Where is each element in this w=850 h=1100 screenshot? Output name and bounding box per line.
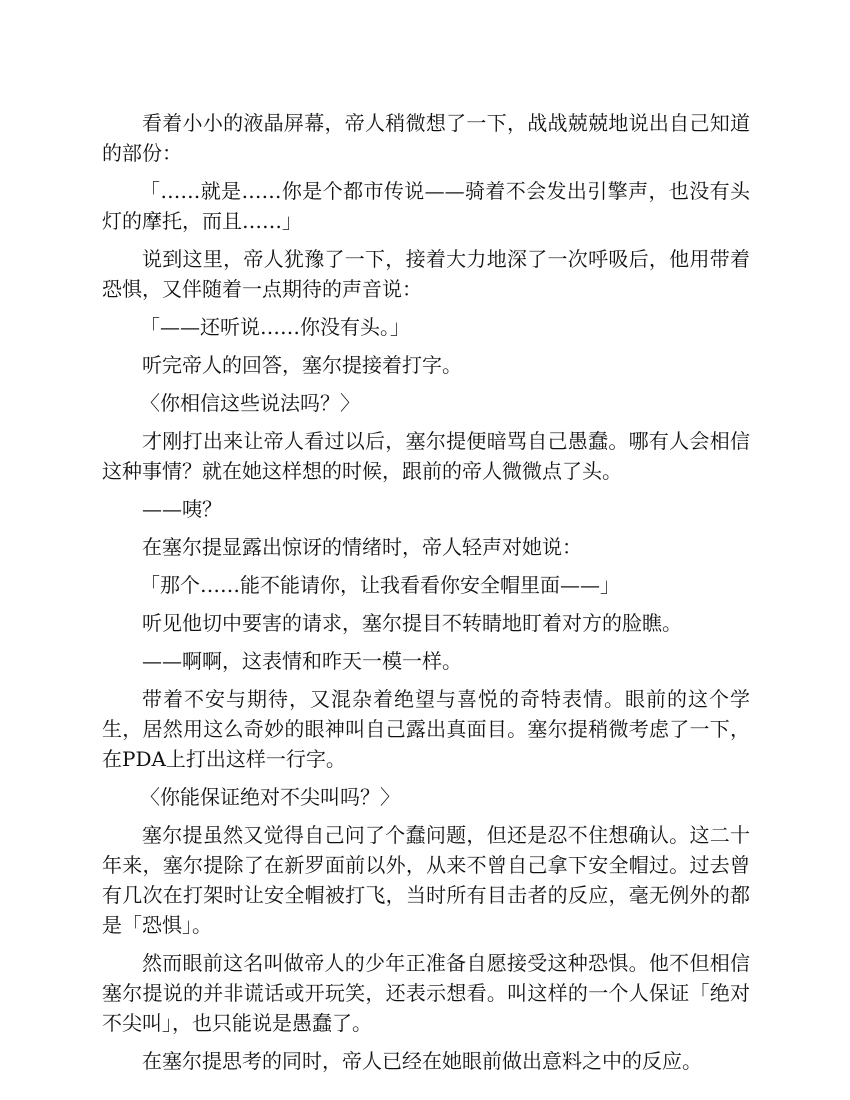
dialogue-paragraph: 「——还听说……你没有头。」 (140, 315, 410, 339)
paragraph: ——咦？ (142, 497, 222, 521)
paragraph: 带着不安与期待，又混杂着绝望与喜悦的奇特表情。眼前的这个学生，居然用这么奇妙的眼神叫自己露出真面目。塞尔提稍微考虑了一下，在PDA上打出这样一行字。 (102, 687, 750, 771)
pda-message: 〈你相信这些说法吗？〉 (140, 391, 360, 415)
dialogue-paragraph: 「……就是……你是个都市传说——骑着不会发出引擎声，也没有头灯的摩托，而且……」 (102, 179, 750, 233)
paragraph: 然而眼前这名叫做帝人的少年正准备自愿接受这种恐惧。他不但相信塞尔提说的并非谎话或开玩笑，还表示想看。叫这样的一个人保证「绝对不尖叫」，也只能说是愚蠢了。 (102, 951, 750, 1035)
paragraph: 说到这里，帝人犹豫了一下，接着大力地深了一次呼吸后，他用带着恐惧，又伴随着一点期待的声音说： (102, 247, 750, 301)
paragraph: ——啊啊，这表情和昨天一模一样。 (142, 649, 462, 673)
paragraph: 才刚打出来让帝人看过以后，塞尔提便暗骂自己愚蠢。哪有人会相信这种事情？就在她这样想的时候，跟前的帝人微微点了头。 (102, 429, 750, 483)
paragraph: 听完帝人的回答，塞尔提接着打字。 (142, 353, 462, 377)
paragraph: 在塞尔提思考的同时，帝人已经在她眼前做出意料之中的反应。 (142, 1049, 702, 1073)
paragraph: 塞尔提虽然又觉得自己问了个蠢问题，但还是忍不住想确认。这二十年来，塞尔提除了在新罗面前以外，从来不曾自己拿下安全帽过。过去曾有几次在打架时让安全帽被打飞，当时所有目击者的反应，毫无例外的都是「恐惧」。 (102, 823, 750, 937)
paragraph: 看着小小的液晶屏幕，帝人稍微想了一下，战战兢兢地说出自己知道的部份： (102, 111, 750, 165)
body-text (102, 108, 750, 1084)
paragraph: 听见他切中要害的请求，塞尔提目不转睛地盯着对方的脸瞧。 (142, 611, 682, 635)
pda-message: 〈你能保证绝对不尖叫吗？〉 (140, 785, 400, 809)
paragraph: 在塞尔提显露出惊讶的情绪时，帝人轻声对她说： (142, 535, 582, 559)
dialogue-paragraph: 「那个……能不能请你，让我看看你安全帽里面——」 (140, 573, 620, 597)
